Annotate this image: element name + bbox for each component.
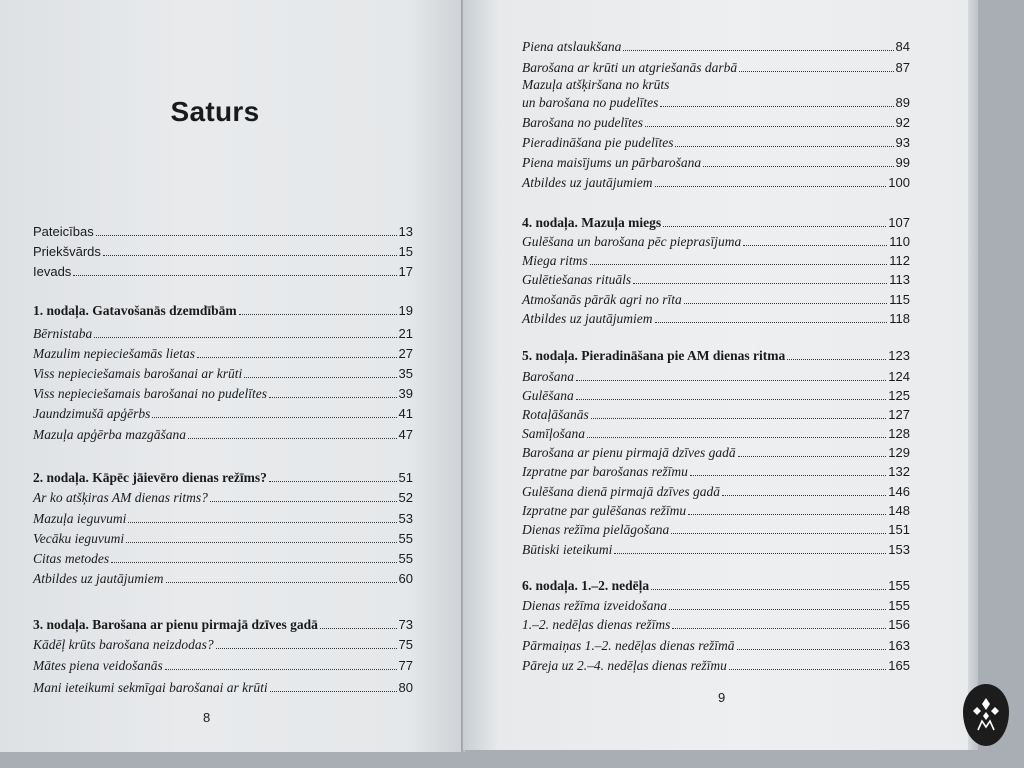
toc-page-number: 123 xyxy=(888,348,910,363)
right-toc-entry xyxy=(522,232,910,252)
dot-leader xyxy=(669,598,886,610)
toc-entry-title: Kādēļ krūts barošana neizdodas? xyxy=(33,637,214,652)
dot-leader xyxy=(128,511,396,523)
right-toc-entry xyxy=(522,173,910,193)
right-toc-entry xyxy=(522,596,910,616)
toc-page-number: 55 xyxy=(398,551,413,566)
toc-page-number: 155 xyxy=(888,598,910,613)
toc-page-number: 132 xyxy=(888,464,910,479)
toc-page-number: 77 xyxy=(398,658,413,673)
dot-leader xyxy=(623,39,893,51)
dot-leader xyxy=(152,406,396,418)
dot-leader xyxy=(633,272,887,284)
dot-leader xyxy=(96,224,397,236)
toc-entry-title: Barošana ar krūti un atgriešanās darbā xyxy=(522,60,738,75)
dot-leader xyxy=(738,445,887,457)
toc-entry-title: Izpratne par gulēšanas režīmu xyxy=(522,503,687,518)
toc-entry-title: Rotaļāšanās xyxy=(522,407,589,422)
toc-entry-title: Atbildes uz jautājumiem xyxy=(522,311,653,326)
dot-leader xyxy=(111,551,396,563)
toc-page-number: 89 xyxy=(895,95,910,110)
toc-entry-title: Gulētiešanas rituāls xyxy=(522,272,632,287)
left-toc-entry xyxy=(33,509,413,529)
left-toc-entry xyxy=(33,222,413,242)
right-page-number: 9 xyxy=(718,690,726,705)
left-toc-entry xyxy=(33,404,413,424)
toc-entry-title: Atbildes uz jautājumiem xyxy=(522,175,653,190)
dot-leader xyxy=(270,680,397,692)
toc-page-number: 17 xyxy=(398,264,413,279)
dot-leader xyxy=(684,292,888,304)
chapter-heading: 4. nodaļa. Mazuļa miegs xyxy=(522,215,662,230)
toc-entry-title: Pateicības xyxy=(33,224,94,239)
dot-leader xyxy=(655,175,887,187)
toc-entry-title: Gulēšana dienā pirmajā dzīves gadā xyxy=(522,484,720,499)
toc-page-number: 73 xyxy=(398,617,413,632)
dot-leader xyxy=(663,215,886,227)
dot-leader xyxy=(197,346,397,358)
dot-leader xyxy=(103,244,397,256)
right-toc-entry xyxy=(522,540,910,560)
right-toc-entry xyxy=(522,462,910,482)
toc-entry-title: Samīļošana xyxy=(522,426,586,441)
toc-entry-title: Mazuļa atšķiršana no krūts xyxy=(522,77,670,92)
toc-page-number: 84 xyxy=(895,39,910,54)
right-toc-entry xyxy=(522,113,910,133)
dot-leader xyxy=(672,617,886,629)
left-toc-entry xyxy=(33,324,413,344)
toc-page-number: 112 xyxy=(889,253,910,268)
toc-entry-title: Dienas režīma izveidošana xyxy=(522,598,667,613)
toc-page-number: 51 xyxy=(398,470,413,485)
toc-page-number: 118 xyxy=(889,311,910,326)
toc-page-number: 87 xyxy=(895,60,910,75)
toc-entry-title: Mazulim nepieciešamās lietas xyxy=(33,346,195,361)
dot-leader xyxy=(94,326,396,338)
toc-page-number: 27 xyxy=(398,346,413,361)
toc-page-number: 153 xyxy=(888,542,910,557)
dot-leader xyxy=(244,366,396,378)
dot-leader xyxy=(614,542,886,554)
toc-entry-title: Atmošanās pārāk agri no rīta xyxy=(522,292,682,307)
toc-entry-title: Gulēšana un barošana pēc pieprasījuma xyxy=(522,234,742,249)
left-toc-entry xyxy=(33,242,413,262)
toc-entry-title: Barošana no pudelītes xyxy=(522,115,643,130)
left-toc-entry xyxy=(33,425,413,445)
toc-entry-title: Mazuļa apģērba mazgāšana xyxy=(33,427,187,442)
chapter-heading: 3. nodaļa. Barošana ar pienu pirmajā dzīves gadā xyxy=(33,617,318,632)
dot-leader xyxy=(739,60,893,72)
toc-entry-title: Bērnistaba xyxy=(33,326,93,341)
right-toc-entry xyxy=(522,636,910,656)
toc-page-number: 151 xyxy=(888,522,910,537)
right-toc-entry xyxy=(522,386,910,406)
left-page-number: 8 xyxy=(203,710,211,725)
toc-page-number: 128 xyxy=(888,426,910,441)
toc-page-number: 146 xyxy=(888,484,910,499)
toc-entry-title: Izpratne par barošanas režīmu xyxy=(522,464,688,479)
toc-entry-title: Pāreja uz 2.–4. nedēļas dienas režīmu xyxy=(522,658,727,673)
chapter-heading: 1. nodaļa. Gatavošanās dzemdībām xyxy=(33,303,237,318)
toc-entry-title: Priekšvārds xyxy=(33,244,101,259)
dot-leader xyxy=(703,155,893,167)
dot-leader xyxy=(590,253,888,265)
toc-page-number: 148 xyxy=(888,503,910,518)
dot-leader xyxy=(576,369,886,381)
dot-leader xyxy=(269,386,397,398)
toc-entry-title: Barošana ar pienu pirmajā dzīves gadā xyxy=(522,445,736,460)
dot-leader xyxy=(690,464,886,476)
toc-entry-title: 1.–2. nedēļas dienas režīms xyxy=(522,617,671,632)
dot-leader xyxy=(188,427,397,439)
toc-page-number: 163 xyxy=(888,638,910,653)
toc-entry-title: Atbildes uz jautājumiem xyxy=(33,571,164,586)
toc-page-number: 124 xyxy=(888,369,910,384)
left-toc-entry xyxy=(33,615,413,635)
right-toc-entry xyxy=(522,37,910,57)
toc-page-number: 110 xyxy=(889,234,910,249)
left-toc-entry xyxy=(33,529,413,549)
dot-leader xyxy=(729,658,886,670)
toc-page-number: 155 xyxy=(888,578,910,593)
left-toc-entry xyxy=(33,656,413,676)
toc-page-number: 115 xyxy=(889,292,910,307)
toc-entry-title: Pārmaiņas 1.–2. nedēļas dienas režīmā xyxy=(522,638,735,653)
right-page xyxy=(463,0,968,750)
right-toc-entry xyxy=(522,153,910,173)
toc-page-number: 80 xyxy=(398,680,413,695)
dot-leader xyxy=(216,637,397,649)
dot-leader xyxy=(737,638,887,650)
left-toc-entry xyxy=(33,488,413,508)
toc-page-number: 92 xyxy=(895,115,910,130)
toc-page-number: 35 xyxy=(398,366,413,381)
left-toc-entry xyxy=(33,364,413,384)
dot-leader xyxy=(587,426,886,438)
toc-entry-title: Būtiski ieteikumi xyxy=(522,542,613,557)
toc-page-number: 165 xyxy=(888,658,910,673)
page-edge xyxy=(968,0,978,750)
toc-page-number: 75 xyxy=(398,637,413,652)
page-title: Saturs xyxy=(170,96,260,127)
right-toc-entry xyxy=(522,405,910,425)
toc-page-number: 99 xyxy=(895,155,910,170)
toc-entry-title: Pieradināšana pie pudelītes xyxy=(522,135,674,150)
right-toc-entry xyxy=(522,270,910,290)
right-toc-entry xyxy=(522,251,910,271)
toc-page-number: 53 xyxy=(398,511,413,526)
right-toc-entry xyxy=(522,424,910,444)
toc-entry-title: Dienas režīma pielāgošana xyxy=(522,522,670,537)
dot-leader xyxy=(787,348,886,360)
chapter-heading: 2. nodaļa. Kāpēc jāievēro dienas režīms? xyxy=(33,470,267,485)
dot-leader xyxy=(166,571,397,583)
chapter-heading: 5. nodaļa. Pieradināšana pie AM dienas ritma xyxy=(522,348,786,363)
toc-page-number: 156 xyxy=(888,617,910,632)
dot-leader xyxy=(576,388,887,400)
toc-page-number: 93 xyxy=(895,135,910,150)
toc-entry-title: un barošana no pudelītes xyxy=(522,95,659,110)
left-toc-entry xyxy=(33,549,413,569)
dot-leader xyxy=(210,490,397,502)
toc-entry-title: Viss nepieciešamais barošanai no pudelītes xyxy=(33,386,267,401)
right-toc-entry xyxy=(522,367,910,387)
toc-page-number: 52 xyxy=(398,490,413,505)
right-toc-entry xyxy=(522,346,910,366)
right-toc-entry xyxy=(522,520,910,540)
toc-entry-title: Piena maisījums un pārbarošana xyxy=(522,155,702,170)
toc-page-number: 107 xyxy=(888,215,910,230)
toc-page-number: 55 xyxy=(398,531,413,546)
toc-page-number: 19 xyxy=(398,303,413,318)
dot-leader xyxy=(591,407,887,419)
toc-page-number: 13 xyxy=(398,224,413,239)
toc-entry-title: Mazuļa ieguvumi xyxy=(33,511,127,526)
dot-leader xyxy=(239,303,397,315)
toc-page-number: 100 xyxy=(888,175,910,190)
toc-page-number: 21 xyxy=(398,326,413,341)
dot-leader xyxy=(126,531,396,543)
toc-entry-title: Gulēšana xyxy=(522,388,574,403)
left-page xyxy=(0,0,462,752)
dot-leader xyxy=(675,135,893,147)
left-toc-entry xyxy=(33,344,413,364)
right-toc-entry xyxy=(522,482,910,502)
right-toc-entry xyxy=(522,309,910,329)
dot-leader xyxy=(743,234,887,246)
toc-entry-title: Vecāku ieguvumi xyxy=(33,531,125,546)
right-toc-entry xyxy=(522,75,910,95)
toc-entry-title: Jaundzimušā apģērbs xyxy=(33,406,151,421)
right-toc-entry xyxy=(522,213,910,233)
dot-leader xyxy=(269,470,397,482)
toc-entry-title: Mātes piena veidošanās xyxy=(33,658,163,673)
dot-leader xyxy=(722,484,886,496)
dot-leader xyxy=(688,503,886,515)
left-toc-entry xyxy=(33,384,413,404)
right-toc-entry xyxy=(522,133,910,153)
toc-entry-title: Viss nepieciešamais barošanai ar krūti xyxy=(33,366,243,381)
toc-page-number: 47 xyxy=(398,427,413,442)
dot-leader xyxy=(73,264,396,276)
toc-page-number: 39 xyxy=(398,386,413,401)
toc-entry-title: Barošana xyxy=(522,369,575,384)
right-toc-entry xyxy=(522,576,910,596)
dot-leader xyxy=(651,578,886,590)
toc-page-number: 15 xyxy=(398,244,413,259)
publisher-logo-icon xyxy=(963,684,1009,746)
toc-page-number: 127 xyxy=(888,407,910,422)
dot-leader xyxy=(655,311,888,323)
right-toc-entry xyxy=(522,501,910,521)
toc-entry-title: Miega ritms xyxy=(522,253,588,268)
toc-entry-title: Ievads xyxy=(33,264,72,279)
dot-leader xyxy=(165,658,397,670)
dot-leader xyxy=(671,522,886,534)
dot-leader xyxy=(660,95,893,107)
dot-leader xyxy=(645,115,894,127)
left-toc-entry xyxy=(33,262,413,282)
toc-page-number: 60 xyxy=(398,571,413,586)
right-toc-entry xyxy=(522,290,910,310)
left-toc-entry xyxy=(33,678,413,698)
toc-page-number: 113 xyxy=(889,272,910,287)
toc-page-number: 125 xyxy=(888,388,910,403)
toc-entry-title: Citas metodes xyxy=(33,551,110,566)
left-toc-entry xyxy=(33,569,413,589)
right-toc-entry xyxy=(522,615,910,635)
left-toc-entry xyxy=(33,468,413,488)
toc-page-number: 41 xyxy=(398,406,413,421)
right-toc-entry xyxy=(522,656,910,676)
dot-leader xyxy=(320,617,397,629)
left-toc-entry xyxy=(33,301,413,321)
toc-entry-title: Ar ko atšķiras AM dienas ritms? xyxy=(33,490,208,505)
right-toc-entry xyxy=(522,443,910,463)
toc-entry-title: Mani ieteikumi sekmīgai barošanai ar krūti xyxy=(33,680,268,695)
chapter-heading: 6. nodaļa. 1.–2. nedēļa xyxy=(522,578,650,593)
left-toc-entry xyxy=(33,635,413,655)
toc-page-number: 129 xyxy=(888,445,910,460)
right-toc-entry xyxy=(522,93,910,113)
toc-entry-title: Piena atslaukšana xyxy=(522,39,622,54)
